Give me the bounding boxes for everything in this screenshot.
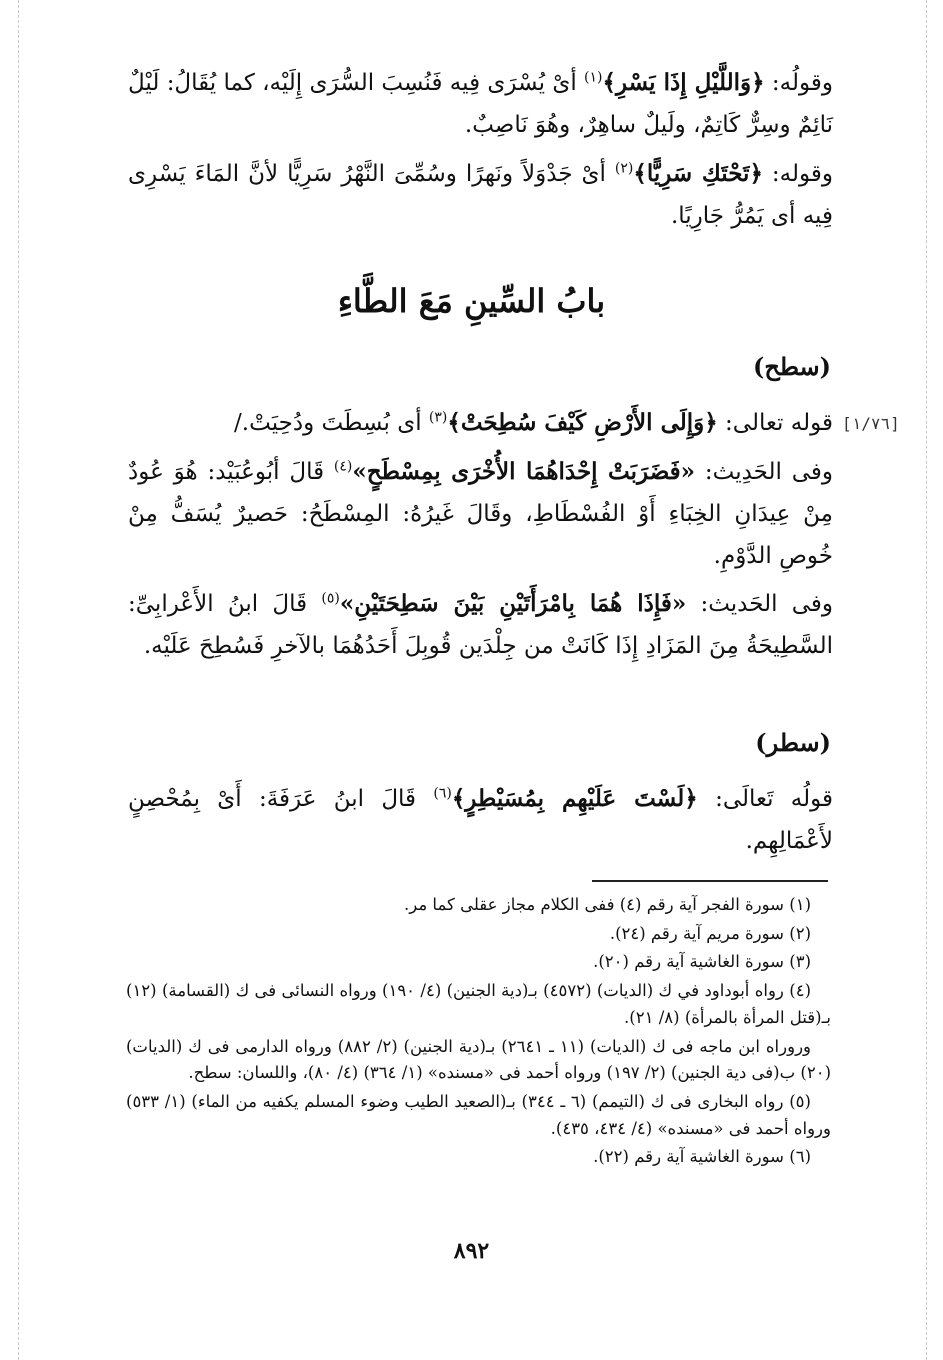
footnotes [126,892,831,1173]
footnote-4-continued: وروراه ابن ماجه فى ك (الديات) (١١ ـ ٢٦٤١) بـ(دية الجنين) (٢/ ٨٨٢) ورواه الدارمى فى ك (الديات) (٢٠) ب(فى دية الجنين) (٢/ ١٩٧) ورواه أحمد فى «مسنده» (١/ ٣٦٤) (٤/ ٨٠)، واللسان: سطح. [126,1036,831,1083]
hadith-quote: «فَإِذَا هُمَا بِامْرَأَتَيْنِ بَيْنَ سَطِحَتَيْنِ» [339,590,687,618]
paragraph-2: وقوله: ﴿تَحْتَكِ سَرِيًّا﴾$^{(٢)}$ أىْ جَدْوَلاً ونَهرًا وسُمِّىَ النَّهْرُ سَرِيًّا لأنَّ المَاءَ يَسْرِى فِيه أى يَمُرُّ جَارِيًا. [128,159,833,229]
footnote-ref: (٢) [614,160,634,177]
scan-edge-right [926,0,927,1360]
footnote-2: (٢) سورة مريم آية رقم (٢٤). [609,923,811,943]
body-text-top [128,62,833,243]
footnote-ref: (٤) [333,458,353,475]
paragraph-6: قولُه تَعالَى: ﴿لَسْتَ عَلَيْهِم بِمُسَيْطِرٍ﴾$^{(٦)}$ قَالَ ابنُ عَرَفَةَ: أَىْ بِمُحْصِنٍ لأَعْمَالِهِم. [128,785,834,854]
paragraph-4: وفى الحَدِيث: «فَضَرَبَتْ إِحْدَاهُمَا الأُخْرَى بِمِسْطَحٍ»$^{(٤)}$ قَالَ أبُوعُبَيْد: هُوَ عُودٌ مِنْ عِيدَانِ الخِبَاءِ أَوْ الفُسْطَاطِ، وقَالَ غَيرُهُ: المِسْطَحُ: حَصيرٌ يُسَفُّ مِنْ خُوصِ الدَّوْمِ. [128,457,833,569]
footnote-3: (٣) سورة الغاشية آية رقم (٢٠). [593,952,811,972]
footnote-ref: (٥) [321,590,340,607]
page-number: ٨٩٢ [453,1238,490,1264]
hadith-quote: «فَضَرَبَتْ إِحْدَاهُمَا الأُخْرَى بِمِسْطَحٍ» [352,457,696,485]
paragraph-3: قوله تعالى: ﴿وَإِلَى الأَرْضِ كَيْفَ سُطِحَتْ﴾$^{(٣)}$ أى بُسِطَتَ ودُحِيَتْ./ [234,409,833,436]
footnote-1: (١) سورة الفجر آية رقم (٤) ففى الكلام مجاز عقلى كما مر. [403,895,811,914]
footnote-ref: (١) [584,69,603,86]
margin-reference: [١/٧٦] [842,414,900,433]
paragraph-5: وفى الحَديث: «فَإِذَا هُمَا بِامْرَأَتَيْنِ بَيْنَ سَطِحَتَيْنِ»$^{(٥)}$ قَالَ ابنُ الأَعْرابِىِّ: السَّطِيحَةُ مِنَ المَزَادِ إِذَا كَانَتْ من جِلْدَين قُوبِلَ أَحَدُهُمَا بالآخرِ فَسُطِحَ عَلَيْه. [128,590,833,660]
chapter-heading: بابُ السِّينِ مَعَ الطَّاءِ [337,282,606,320]
footnote-ref: (٣) [428,409,448,426]
quran-verse: ﴿وَاللَّيْلِ إِذَا يَسْرِ﴾ [602,69,765,96]
body-text-satah [128,402,833,674]
quran-verse: ﴿لَسْتَ عَلَيْهِم بِمُسَيْطِرٍ﴾ [451,785,698,812]
paragraph-1: وقولُه: ﴿وَاللَّيْلِ إِذَا يَسْرِ﴾$^{(١)}$ أىْ يُسْرَى فِيه فَنُسِبَ السُّرَى إِلَيْه، كما يُقَالُ: لَيْلٌ نَائِمٌ وسِرٌّ كَاتِمٌ، ولَيلٌ ساهِرٌ، وهُوَ نَاصِبٌ. [128,69,834,138]
scan-edge-left [18,0,19,1360]
quran-verse: ﴿تَحْتَكِ سَرِيًّا﴾ [633,159,763,187]
footnote-5: (٥) رواه البخارى فى ك (التيمم) (٦ ـ ٣٤٤) بـ(الصعيد الطيب وضوء المسلم يكفيه من الماء) (١/ ٥٣٣) ورواه أحمد فى «مسنده» (٤/ ٤٣٤، ٤٣٥). [126,1092,831,1138]
entry-heading-satar: (سطر) [755,728,831,757]
footnote-ref: (٦) [433,785,452,802]
footnote-6: (٦) سورة الغاشية آية رقم (٢٢). [593,1147,811,1167]
footnote-4: (٤) رواه أبوداود في ك (الديات) (٤٥٧٢) بـ(دية الجنين) (٤/ ١٩٠) ورواه النسائى فى ك (القسامة) (١٢) بـ(قتل المرأة بالمرأة) (٨/ ٢١). [126,981,831,1027]
entry-heading-satah: (سطح) [753,352,831,381]
body-text-satar [128,778,833,869]
footnote-separator [592,880,828,882]
quran-verse: ﴿وَإِلَى الأَرْضِ كَيْفَ سُطِحَتْ﴾ [447,409,718,436]
